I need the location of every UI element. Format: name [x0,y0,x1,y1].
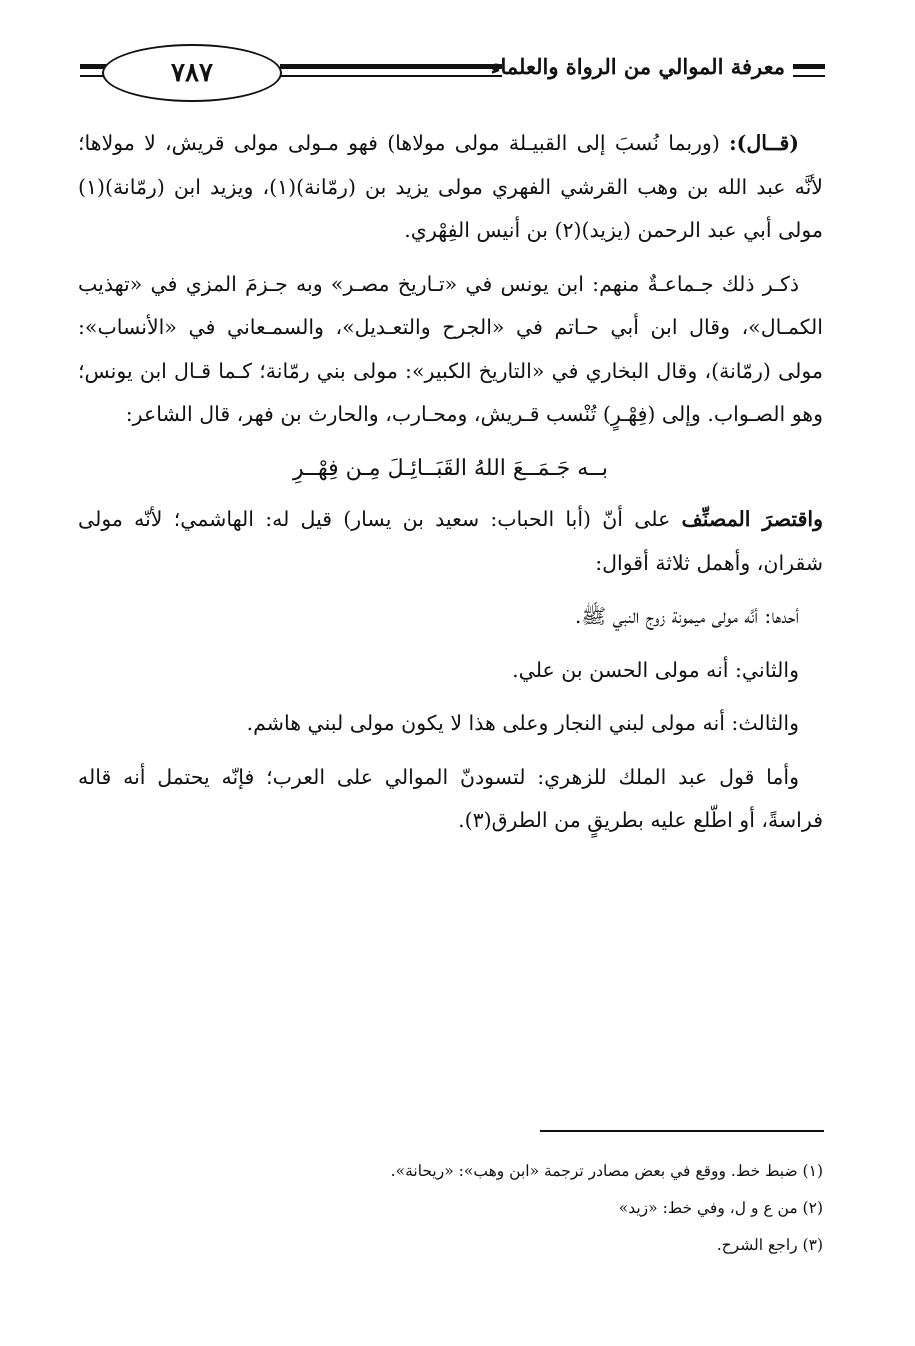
header-rule-right-thick [793,64,825,69]
header-rule-center-thin [280,75,502,77]
paragraph-3-text: على أنّ (أبا الحباب: سعيد بن يسار) قيل له: الهاشمي؛ لأنّه مولى شقران، وأهمل ثلاثة أقوال: [78,507,823,575]
opinion-3: والثالث: أنه مولى لبني النجار وعلى هذا لا يكون مولى لبني هاشم. [246,711,799,735]
paragraph-3 [78,498,823,585]
opinion-2: والثاني: أنه مولى الحسن بن علي. [512,657,799,682]
page-number: ٧٨٧ [102,44,282,102]
footnote-2: (٢) من ع و ل، وفي خط: «زيد» [618,1199,823,1217]
header-rule-center-thick [280,64,502,69]
header-rule-right-thin [793,75,825,77]
paragraph-1 [78,122,823,253]
paragraph-2: ذكـر ذلك جـماعـةٌ منهم: ابن يونس في «تـاريخ مصـر» وبه جـزمَ المزي في «تهذيب الكمـال»، وقال ابن أبي حـاتم في «الجرح والتعـديل»، والسمـعاني في «الأنساب»: مولى (رمّانة)، وقال البخاري في «التاريخ الكبير»: مولى بني رمّانة؛ كـما قـال ابن يونس؛ وهو الصـواب. وإلى (فِهْـرٍ) تُنْسب قـريش، ومحـارب، والحارث بن فهر، قال الشاعر: [78,271,823,426]
running-title: معرفة الموالي من الرواة والعلماء [490,54,785,79]
footnote-separator [540,1130,824,1132]
paragraph-4: وأما قول عبد الملك للزهري: لتسودنّ الموالي على العرب؛ فإنّه يحتمل أنه قاله فراسةً، أو اطّلع عليه بطريقٍ من الطرق(٣). [78,764,823,832]
paragraph-1-lead: (قــال): [729,131,799,155]
paragraph-3-lead: واقتصرَ المصنِّف [681,507,823,531]
paragraph-1-text: (وربما نُسبَ إلى القبيـلة مولى مولاها) فهو مـولى مولى قريش، لا مولاها؛ لأنَّه عبد الله بن وهب القرشي الفهري مولى يزيد بن (رمّانة)(١)، ويزيد ابن (رمّانة)(١) مولى أبي عبد الرحمن (يزيد)(٢) بن أنيس الفِهْري. [78,131,823,242]
opinion-1: أحدها: أنَّه مولى ميمونة زوج النبي ﷺ. [574,604,799,628]
footnote-1: (١) ضبط خط. ووقع في بعض مصادر ترجمة «ابن وهب»: «ريحانة». [390,1162,823,1180]
page-header [80,42,825,110]
footnote-3: (٣) راجع الشرح. [716,1236,823,1254]
main-text [78,122,823,853]
footnotes [78,1160,823,1271]
poetry-verse: بــه جَـمَــعَ اللهُ القَبَــائِـلَ مِـن فِهْــرِ [292,455,609,481]
